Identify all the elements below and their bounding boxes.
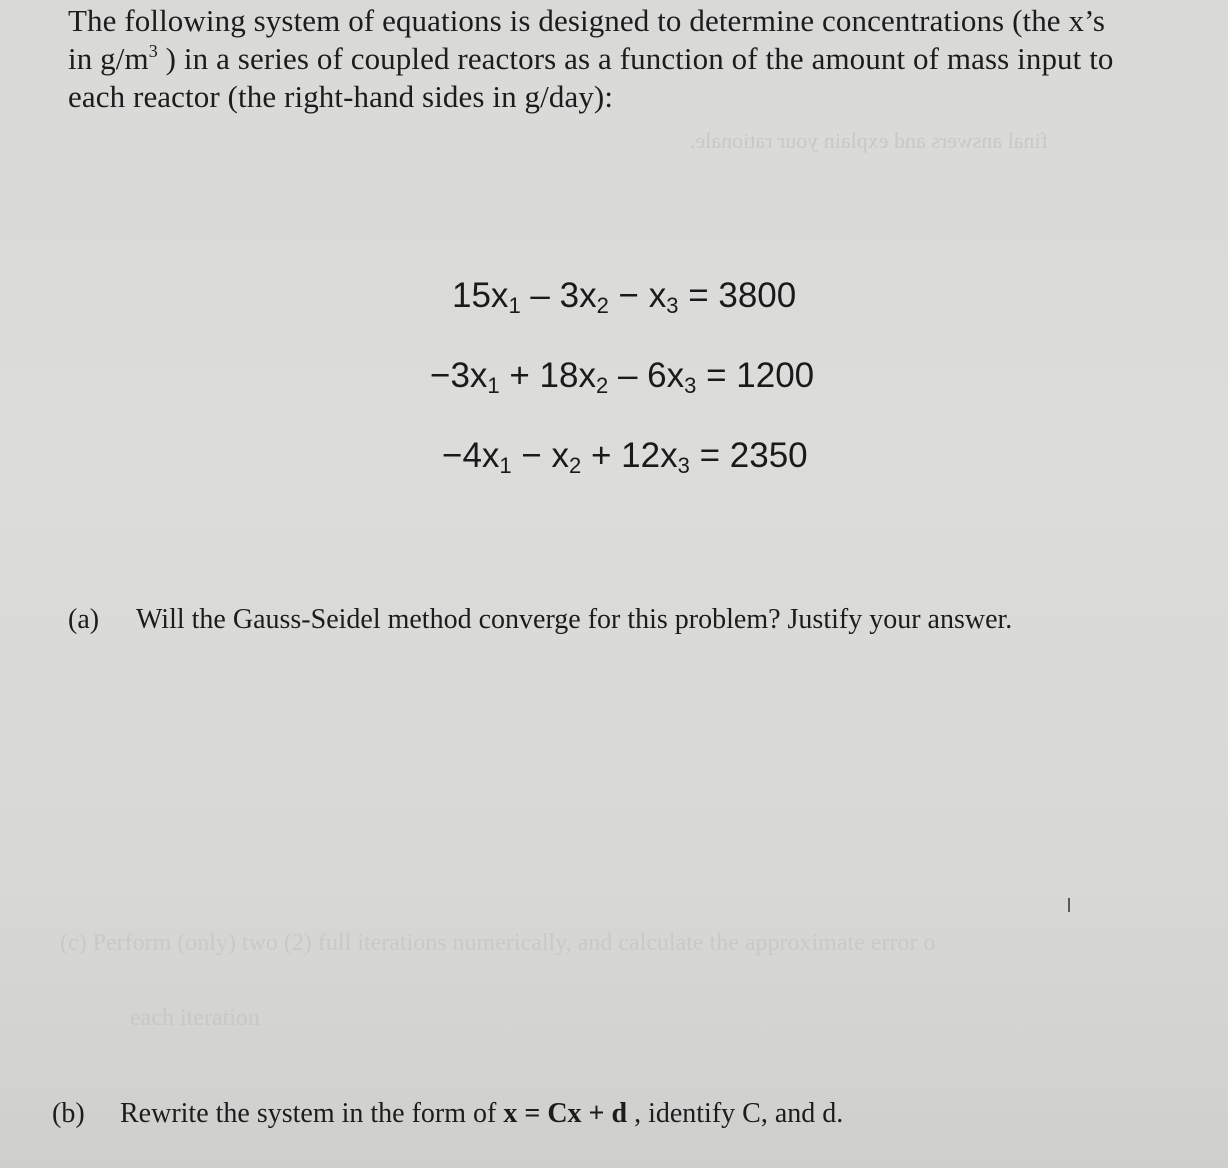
intro-line-3: each reactor (the right-hand sides in g/day):: [68, 79, 614, 114]
pen-mark: [1068, 898, 1070, 912]
question-b-text: Rewrite the system in the form of x = Cx + d , identify C, and d.: [120, 1098, 844, 1129]
bleed-through-text: final answers and explain your rationale.: [690, 128, 1048, 153]
intro-line-2-end: ) in a series of coupled reactors as a function of the amount of mass input to: [157, 41, 1114, 76]
intro-line-2-start: in g/m: [68, 41, 149, 76]
intro-line-1: The following system of equations is designed to determine concentrations (the x’s: [68, 3, 1105, 38]
question-a-text: Will the Gauss-Seidel method converge for this problem? Justify your answer.: [136, 604, 1013, 635]
equation-1: $15x_1 - 3x_2 - x_3 = 3800$: [452, 276, 797, 318]
formula: x = Cx + d: [503, 1098, 628, 1129]
equation-3: $-4x_1 - x_2 + 12x_3 = 2350$: [442, 436, 808, 478]
question-b-label: (b): [52, 1098, 85, 1129]
question-a-label: (a): [68, 604, 100, 635]
bleed-through-text: each iteration: [130, 1005, 260, 1031]
intro-paragraph: [68, 2, 1218, 116]
intro-line-2: [68, 40, 1218, 78]
unit-exponent: 3: [148, 41, 158, 61]
equation-2: $-3x_1 + 18x_2 - 6x_3 = 1200$: [430, 356, 815, 398]
bleed-through-text: (c) Perform (only) two (2) full iterations numerically, and calculate the approximate error o: [60, 930, 936, 956]
